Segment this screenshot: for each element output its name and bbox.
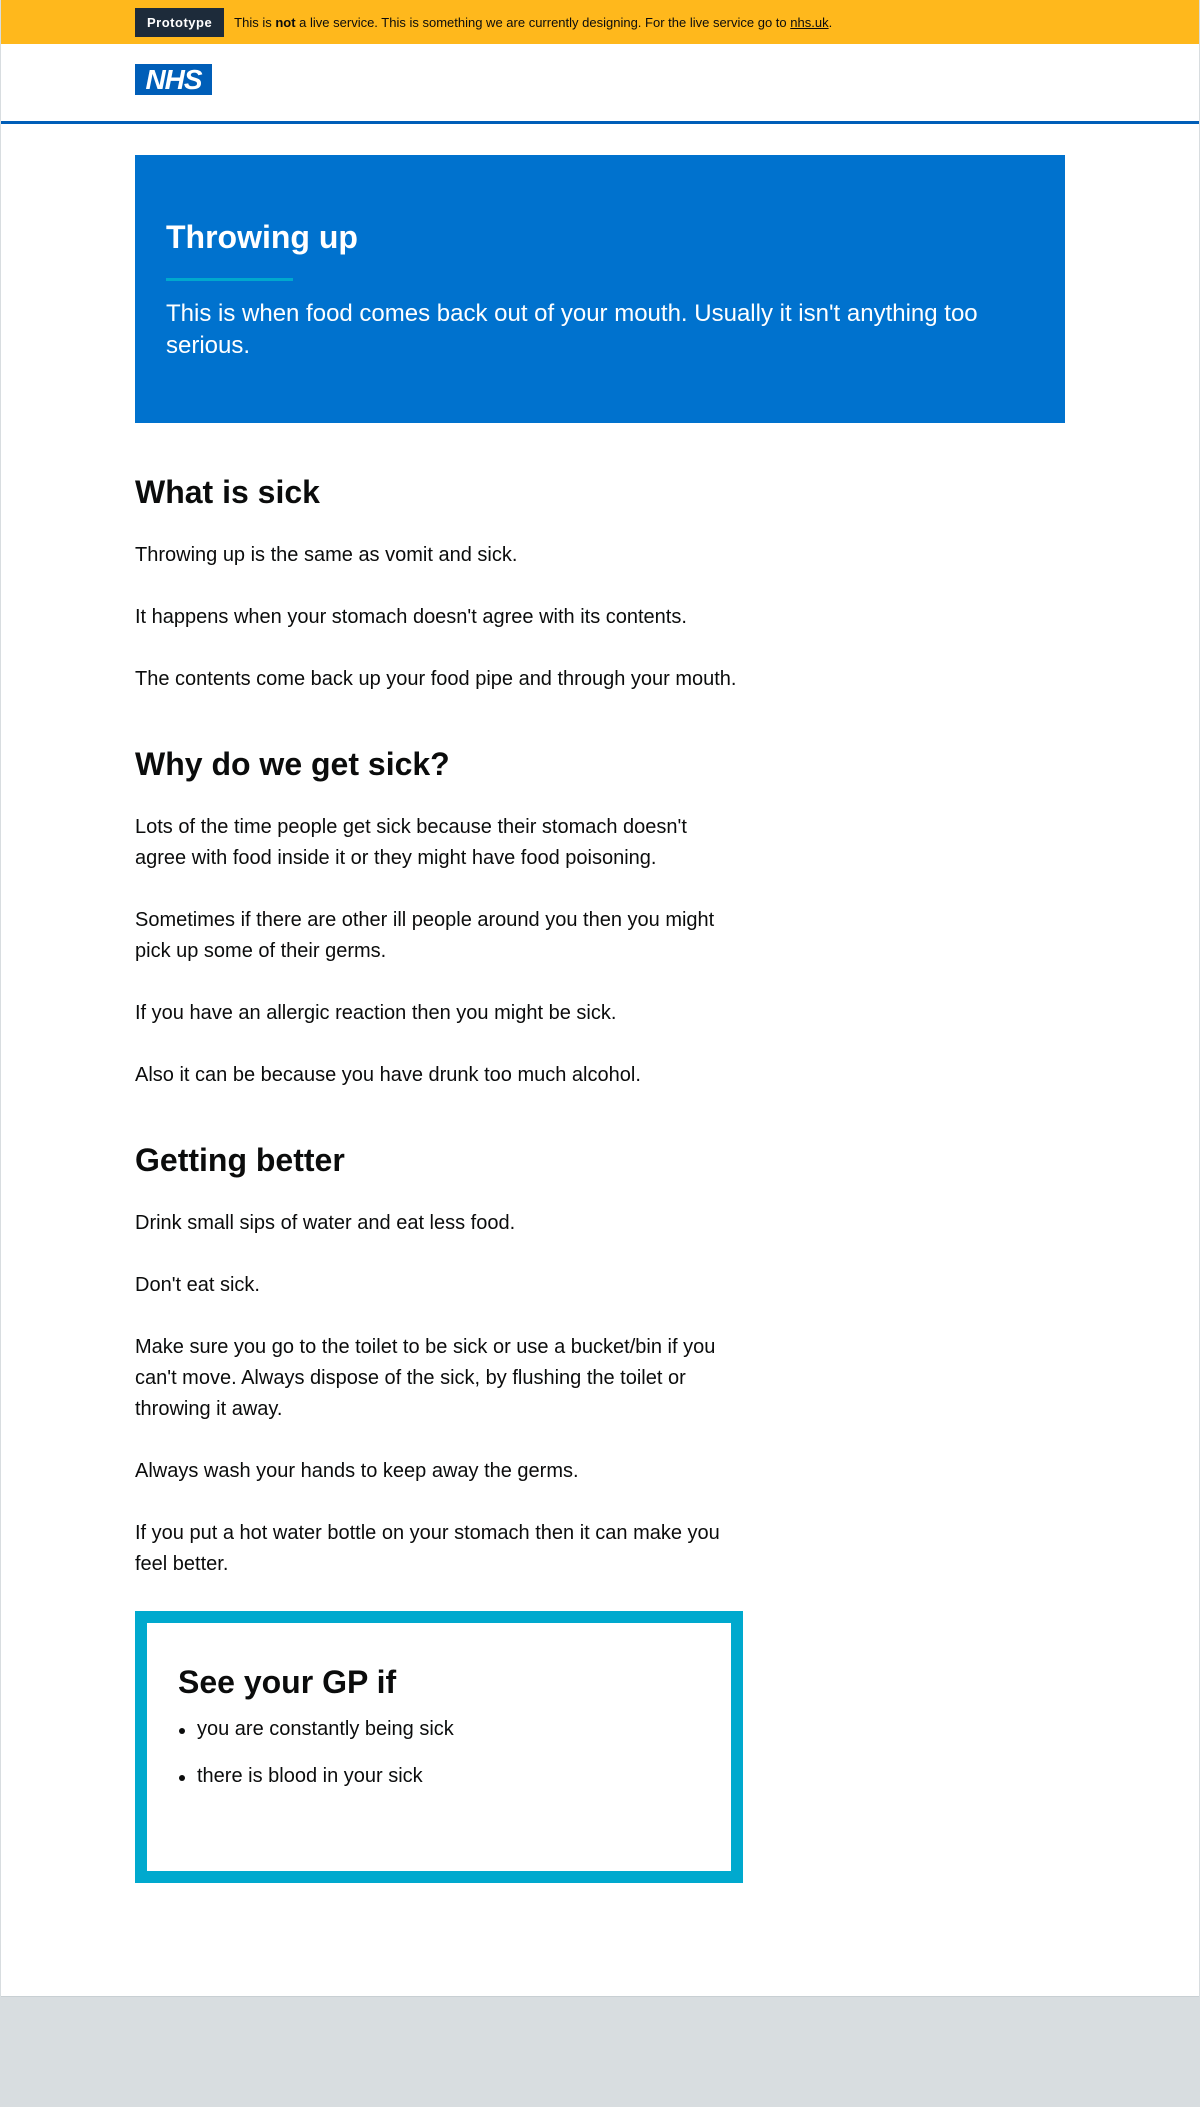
site-header (0, 44, 1200, 124)
paragraph: Lots of the time people get sick because their stomach doesn't agree with food inside it or they might have food poisoning. (135, 816, 687, 869)
paragraph: Throwing up is the same as vomit and sick. (135, 544, 518, 566)
prototype-tag: Prototype (135, 8, 224, 37)
section-why-sick (135, 744, 743, 1091)
prototype-banner (0, 0, 1200, 44)
hero-divider (166, 278, 293, 281)
page-title: Throwing up (166, 219, 358, 255)
nhs-uk-link[interactable]: nhs.uk (790, 14, 829, 30)
nhs-logo-text: NHS (145, 64, 202, 95)
section-what-is-sick (135, 472, 743, 695)
prototype-text-end: . (828, 14, 833, 30)
site-footer (0, 1996, 1200, 2107)
section-heading: Getting better (135, 1142, 345, 1178)
list-item: there is blood in your sick (178, 1761, 700, 1792)
hero-banner (135, 155, 1065, 423)
prototype-text-before: This is (234, 14, 276, 30)
paragraph: Also it can be because you have drunk too much alcohol. (135, 1064, 641, 1086)
paragraph: The contents come back up your food pipe and through your mouth. (135, 668, 737, 690)
section-heading: Why do we get sick? (135, 746, 450, 782)
paragraph: Don't eat sick. (135, 1274, 260, 1296)
paragraph: It happens when your stomach doesn't agree with its contents. (135, 606, 687, 628)
care-card-list (178, 1714, 700, 1792)
page-summary: This is when food comes back out of your mouth. Usually it isn't anything too serious. (166, 300, 978, 359)
care-card-heading: See your GP if (178, 1664, 397, 1700)
paragraph: Drink small sips of water and eat less food. (135, 1212, 516, 1234)
prototype-text-after: a live service. This is something we are currently designing. For the live service go to (295, 14, 791, 30)
nhs-logo (135, 64, 212, 95)
article-body (135, 472, 743, 1883)
nhs-logo-link[interactable] (135, 64, 212, 95)
paragraph: If you put a hot water bottle on your stomach then it can make you feel better. (135, 1522, 720, 1575)
section-heading: What is sick (135, 474, 320, 510)
paragraph: Make sure you go to the toilet to be sick or use a bucket/bin if you can't move. Always dispose of the sick, by flushing the toilet or throwing it away. (135, 1336, 716, 1420)
list-item: you are constantly being sick (178, 1714, 700, 1745)
paragraph: Sometimes if there are other ill people around you then you might pick up some of their germs. (135, 909, 715, 962)
section-getting-better (135, 1140, 743, 1580)
paragraph: If you have an allergic reaction then you might be sick. (135, 1002, 617, 1024)
main-content (135, 155, 1065, 1883)
prototype-text-bold: not (275, 14, 296, 30)
see-your-gp-card (135, 1611, 743, 1883)
paragraph: Always wash your hands to keep away the germs. (135, 1460, 579, 1482)
prototype-message (234, 15, 832, 30)
